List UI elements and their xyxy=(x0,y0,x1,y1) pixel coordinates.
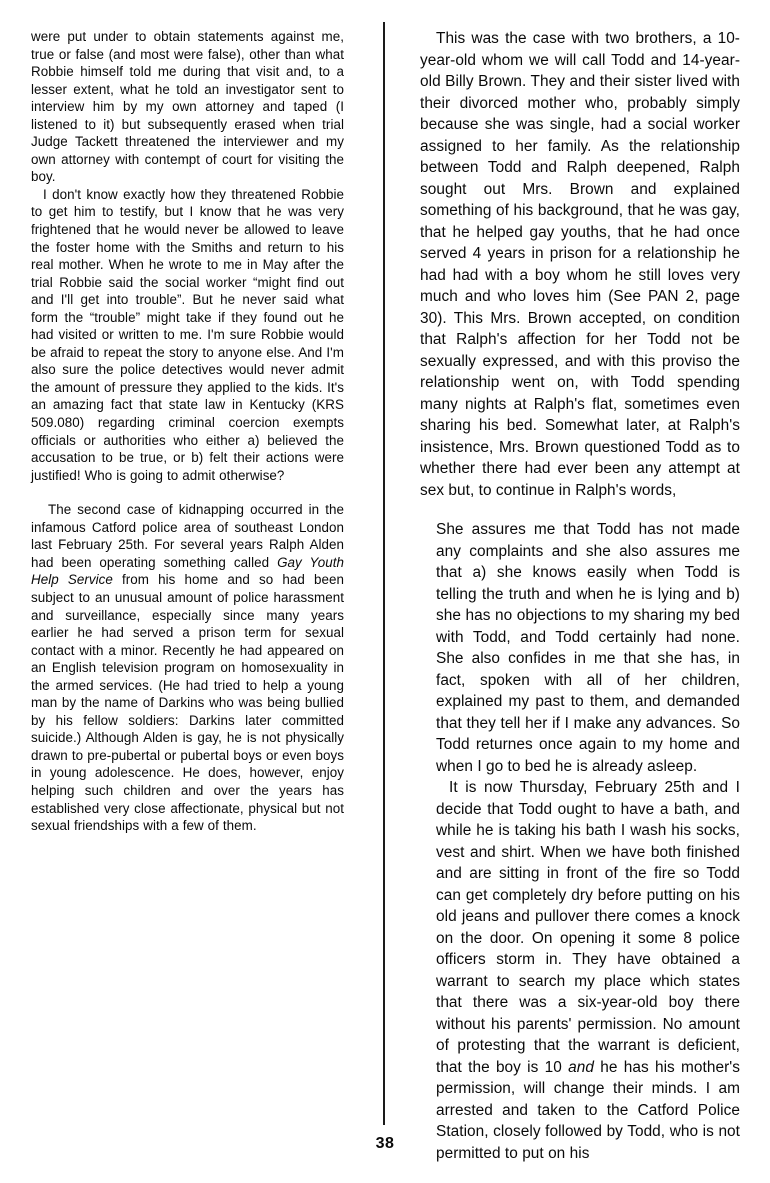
paragraph-text-before-italic: The second case of kidnapping occurred in the infamous Catford police area of southeast London last February 25th. For several years Ralph Alden had been operating something called xyxy=(31,502,344,570)
quote-paragraph: She assures me that Todd has not made any complaints and she also assures me that a) she knows easily when Todd is telling the truth and when he is lying and b) she has no objections to my sharing my bed with Todd, and Todd certainly had none. She also confides in me that she has, in fact, spoken with all of her children, explained my past to them, and demanded that they tell her if I make any advances. So Todd returnes once again to my home and when I go to bed he is already asleep. xyxy=(436,521,740,775)
italic-title-gay-youth-help-service: Gay Youth Help Service xyxy=(31,554,344,588)
paragraph-text-after-italic: from his home and so had been subject to an unusual amount of police harassment and surveillance, especially since many years earlier he had served a prison term for sexual contact with a minor. Recently he had appeared on an English television program on homosexuality in the armed services. (He had tried to help a young man by the name of Darkins who was being bullied by his fellow soldiers: Darkins later committed suicide.) Although Alden is gay, he is not physically drawn to pre-pubertal or pubertal boys or even boys in young adolescence. He does, however, enjoy helping such children and over the years has established very close affectionate, physical but not sexual friendships with a few of them. xyxy=(31,572,345,834)
block-quote xyxy=(420,519,740,1164)
italic-emphasis-and: and xyxy=(568,1058,594,1076)
quote-paragraph-final xyxy=(436,777,740,1164)
left-text-column xyxy=(31,28,344,835)
quote-text-after-italic: he has his mother's permission, will change their minds. I am arrested and taken to the Catford Police Station, closely followed by Todd, who is not permitted to put on his xyxy=(436,1058,740,1162)
right-text-column xyxy=(420,28,740,1164)
paragraph-kidnapping xyxy=(31,501,344,834)
paragraph: were put under to obtain statements against me, true or false (and most were false), other than what Robbie himself told me during that visit and, to a lesser extent, what he told an investigator sent to interview him by my own attorney and taped (I listened to it) but subsequently erased when trial Judge Tackett threatened the interviewer and my own attorney with contempt of court for visiting the boy. xyxy=(31,29,344,185)
column-divider-rule xyxy=(383,22,385,1125)
paragraph: I don't know exactly how they threatened Robbie to get him to testify, but I know that he was very frightened that he would never be allowed to leave the foster home with the Smiths and return to his real mother. When he wrote to me in May after the trial Robbie said the social worker “might find out and I'll get into trouble”. But he never said what form the “trouble” might take if they found out he had visited or written to me. I'm sure Robbie would be afraid to repeat the story to anyone else. And I'm also sure the police detectives would never admit the amount of pressure they applied to the kids. It's an amazing fact that state law in Kentucky (KRS 509.080) regarding criminal coercion exempts officials or authorities who either a) believed the accusation to be true, or b) felt their actions were justified! Who is going to admit otherwise? xyxy=(31,186,344,483)
page-number: 38 xyxy=(375,1135,395,1152)
paragraph: This was the case with two brothers, a 10-year-old whom we will call Todd and 14-year-old Billy Brown. They and their sister lived with their divorced mother who, probably simply because she was single, had a social worker assigned to her family. As the relationship between Todd and Ralph deepened, Ralph sought out Mrs. Brown and explained something of his background, that he was gay, that he helped gay youths, that he had once served 4 years in prison for a relationship he had had with a boy whom he still loves very much and who loves him (See PAN 2, page 30). This Mrs. Brown accepted, on condition that Ralph's affection for her Todd not be sexually expressed, and with this proviso the relationship went on, with Todd spending many nights at Ralph's flat, sometimes even sharing his bed. Somewhat later, at Ralph's insistence, Mrs. Brown questioned Todd as to whether there had ever been any attempt at sex but, to continue in Ralph's words, xyxy=(420,30,740,499)
quote-text-before-italic: It is now Thursday, February 25th and I decide that Todd ought to have a bath, and while he is taking his bath I wash his socks, vest and shirt. When we have both finished and are sitting in front of the fire so Todd can get completely dry before putting on his old jeans and pullover there comes a knock on the door. On opening it some 8 police officers storm in. They have obtained a warrant to search my place which states that there was a six-year-old boy there without his parents' permission. No amount of protesting that the warrant is deficient, that the boy is 10 xyxy=(436,779,740,1076)
